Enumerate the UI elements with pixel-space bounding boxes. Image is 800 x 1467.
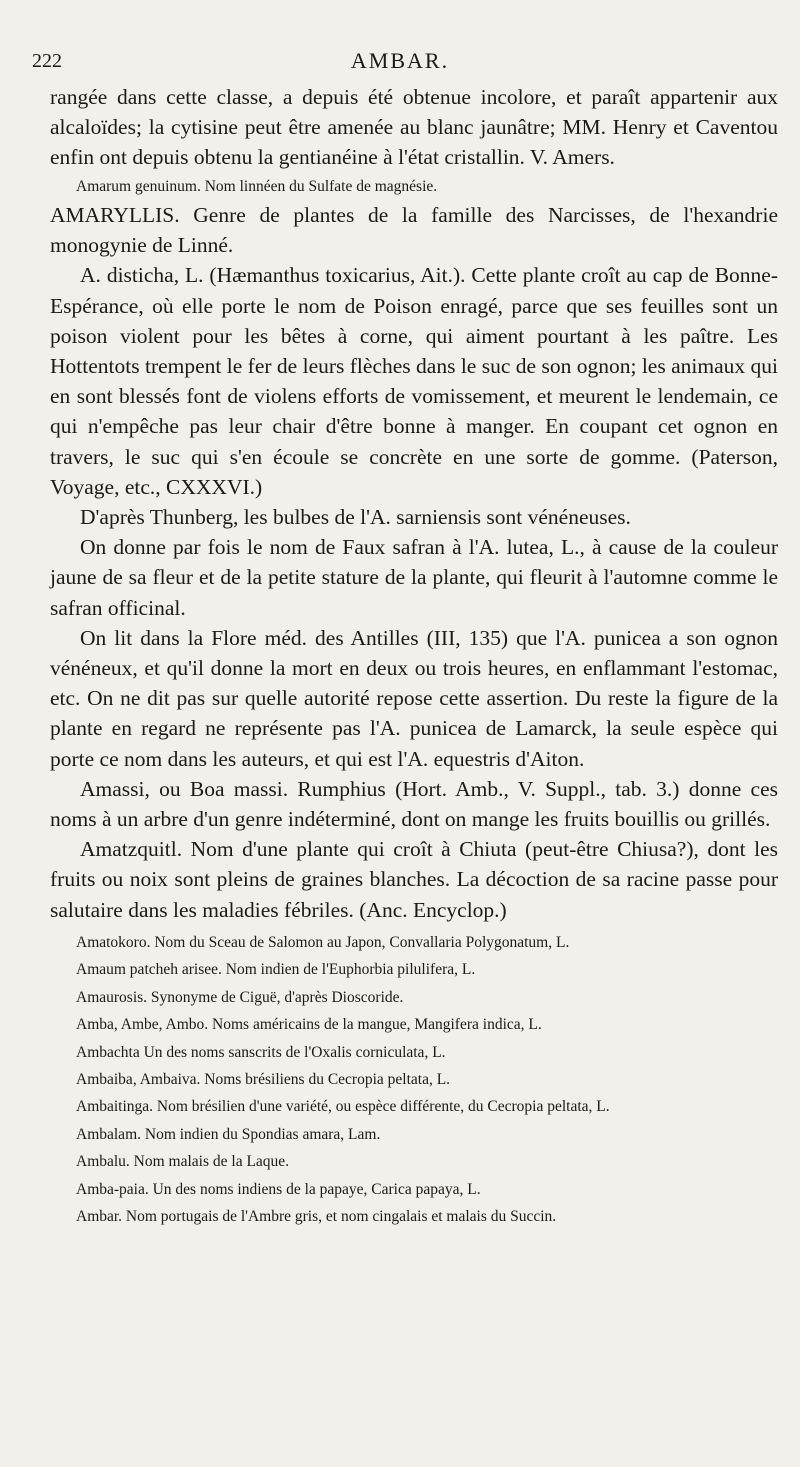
entry-ambar: Ambar. Nom portugais de l'Ambre gris, et nom cingalais et malais du Succin. xyxy=(76,1207,557,1225)
entry-amba-paia: Amba-paia. Un des noms indiens de la papaye, Carica papaya, L. xyxy=(76,1180,481,1198)
entry-ambalu: Ambalu. Nom malais de la Laque. xyxy=(76,1153,290,1171)
entry-amaryllis: AMARYLLIS. Genre de plantes de la famille des Narcisses, de l'hexandrie monogynie de Linné. xyxy=(50,203,778,258)
paragraph-a-disticha: A. disticha, L. (Hæmanthus toxicarius, Ait.). Cette plante croît au cap de Bonne-Espérance, où elle porte le nom de Poison enragé, parce que ses feuilles sont un poison violent pour les bêtes à corne, qui aiment pourtant à les paître. Les Hottentots trempent le fer de leurs flèches dans le suc de son ognon; les animaux qui en sont blessés font de violens efforts de vomissement, et meurent le lendemain, ce qui n'empêche pas leur chair d'être bonne à manger. En coupant cet ognon en travers, le suc qui s'en écoule se concrète en une sorte de gomme. (Paterson, Voyage, etc., CXXXVI.) xyxy=(50,263,778,499)
entry-amaurosis: Amaurosis. Synonyme de Ciguë, d'après Dioscoride. xyxy=(76,988,404,1006)
entry-amaum-patcheh-arisee: Amaum patcheh arisee. Nom indien de l'Euphorbia pilulifera, L. xyxy=(76,961,476,979)
entry-amassi: Amassi, ou Boa massi. Rumphius (Hort. Amb., V. Suppl., tab. 3.) donne ces noms à un arbre d'un genre indéterminé, dont on mange les fruits bouillis ou grillés. xyxy=(50,776,778,832)
paragraph-gentianeine: rangée dans cette classe, a depuis été obtenue incolore, et paraît appartenir aux alcaloïdes; la cytisine peut être amenée au blanc jaunâtre; MM. Henry et Caventou enfin ont depuis obtenu la gentianéine à l'état cristallin. V. Amers. xyxy=(50,85,778,170)
page-number: 222 xyxy=(32,50,62,72)
entry-ambachta: Ambachta Un des noms sanscrits de l'Oxalis corniculata, L. xyxy=(76,1043,446,1061)
page-body xyxy=(50,82,778,1230)
running-title: AMBAR. xyxy=(350,48,450,73)
paragraph-a-lutea: On donne par fois le nom de Faux safran à l'A. lutea, L., à cause de la couleur jaune de sa fleur et de la petite stature de la plante, qui fleurit à l'automne comme le safran officinal. xyxy=(50,535,778,620)
entry-ambalam: Ambalam. Nom indien du Spondias amara, Lam. xyxy=(76,1125,381,1143)
entry-amba: Amba, Ambe, Ambo. Noms américains de la mangue, Mangifera indica, L. xyxy=(76,1016,542,1034)
paragraph-a-sarniensis: D'après Thunberg, les bulbes de l'A. sarniensis sont vénéneuses. xyxy=(80,505,631,530)
page-header xyxy=(0,44,800,78)
entry-amarum-genuinum: Amarum genuinum. Nom linnéen du Sulfate de magnésie. xyxy=(76,177,438,195)
paragraph-a-punicea: On lit dans la Flore méd. des Antilles (III, 135) que l'A. punicea a son ognon vénéneux, et qu'il donne la mort en deux ou trois heures, en enflammant l'estomac, etc. On ne dit pas sur quelle autorité repose cette assertion. Du reste la figure de la plante en regard ne représente pas l'A. punicea de Lamarck, la seule espèce qui porte ce nom dans les auteurs, et qui est l'A. equestris d'Aiton. xyxy=(50,625,778,771)
entry-amatzquitl: Amatzquitl. Nom d'une plante qui croît à Chiuta (peut-être Chiusa?), dont les fruits ou noix sont pleins de graines blanches. La décoction de sa racine passe pour salutaire dans les maladies fébriles. (Anc. Encyclop.) xyxy=(50,837,778,922)
entry-ambaiba: Ambaiba, Ambaiva. Noms brésiliens du Cecropia peltata, L. xyxy=(76,1070,451,1088)
entry-amatokoro: Amatokoro. Nom du Sceau de Salomon au Japon, Convallaria Polygonatum, L. xyxy=(76,933,570,951)
entry-ambaitinga: Ambaitinga. Nom brésilien d'une variété, ou espèce différente, du Cecropia peltata, L. xyxy=(76,1098,610,1116)
